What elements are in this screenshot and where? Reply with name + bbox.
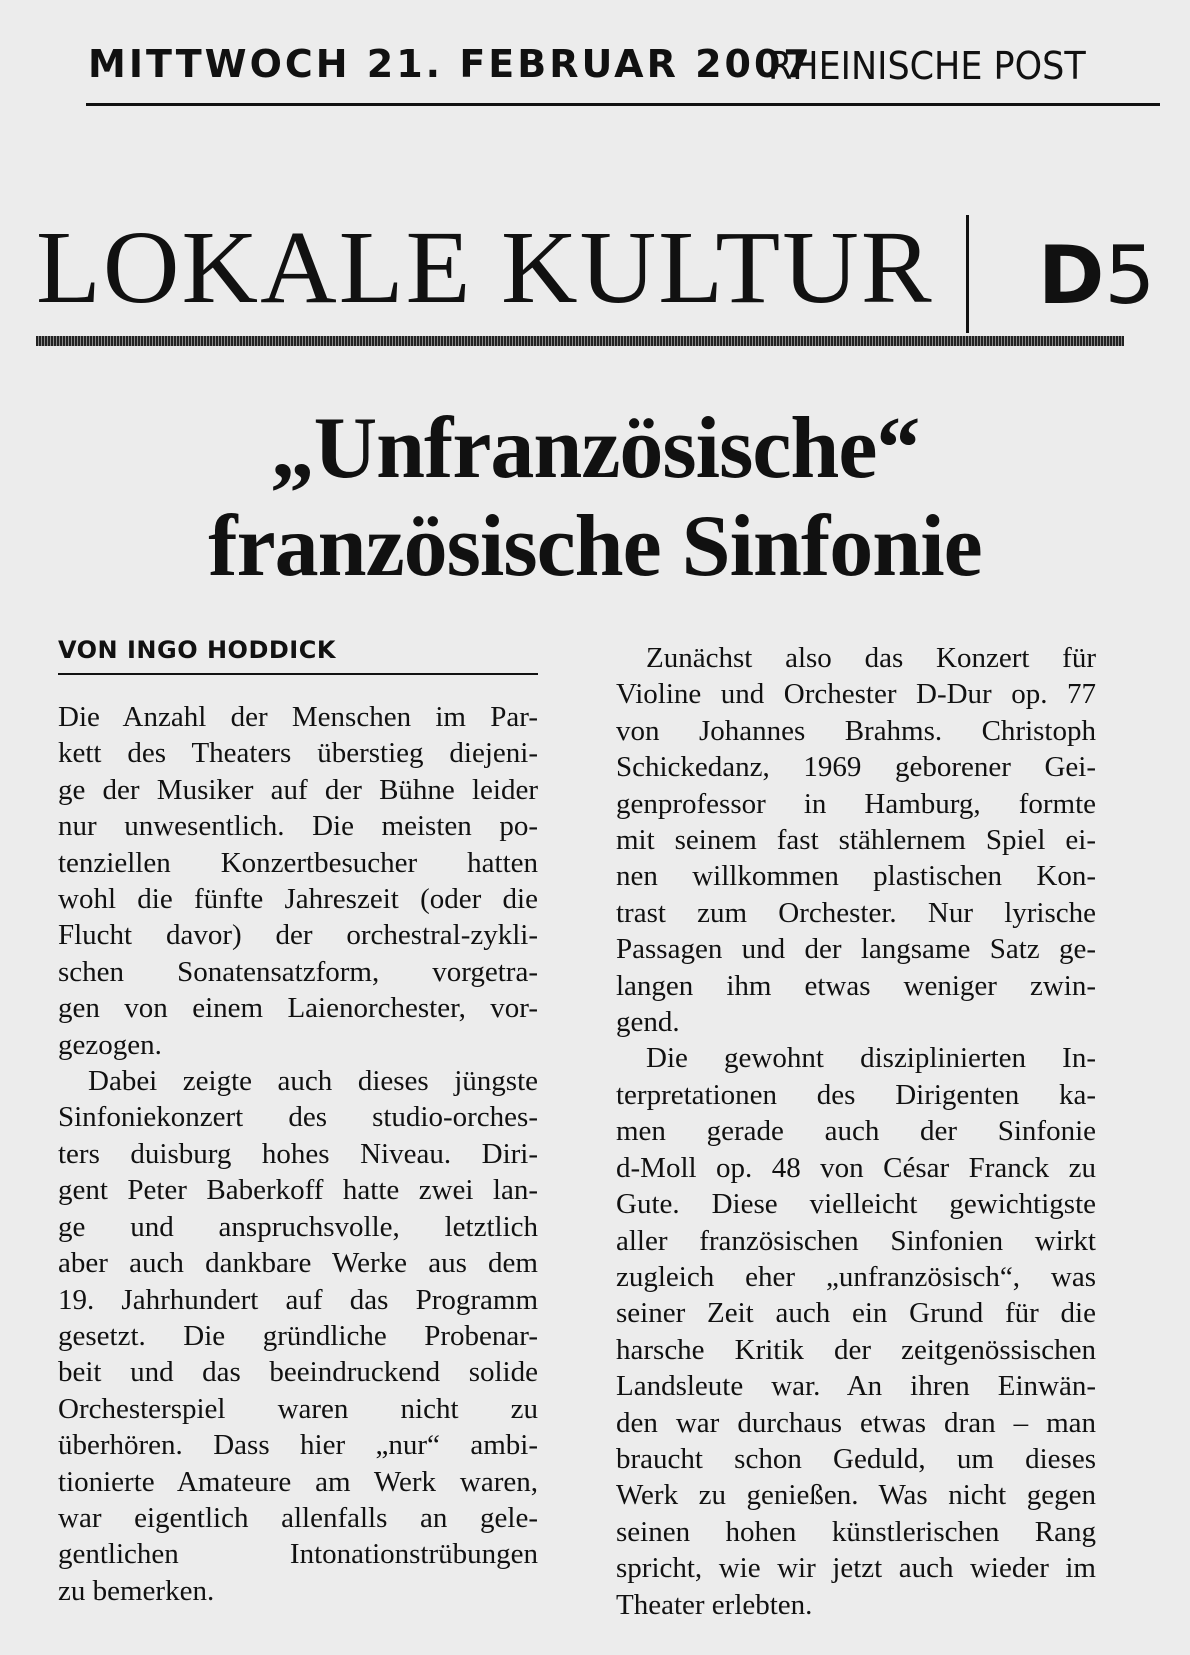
text-line: gesetzt. Die gründliche Probenar- <box>58 1319 538 1352</box>
text-line: Schickedanz, 1969 geborener Gei- <box>616 751 1096 784</box>
text-line: kett des Theaters überstieg diejeni- <box>58 737 538 770</box>
text-line: nen willkommen plastischen Kon- <box>616 860 1096 893</box>
text-line: Landsleute war. An ihren Einwän- <box>616 1370 1096 1403</box>
section-rule <box>36 336 1124 346</box>
text-line: wohl die fünfte Jahreszeit (oder die <box>58 883 538 916</box>
text-line: ge und anspruchsvolle, letztlich <box>58 1210 538 1243</box>
text-line: tionierte Amateure am Werk waren, <box>58 1465 538 1498</box>
text-line: seinen hohen künstlerischen Rang <box>616 1515 1096 1548</box>
text-line: mit seinem fast stählernem Spiel ei- <box>616 824 1096 857</box>
issue-date: MITTWOCH 21. FEBRUAR 2007 <box>88 42 813 86</box>
text-line: Orchesterspiel waren nicht zu <box>58 1392 538 1425</box>
text-line: gend. <box>616 1006 680 1039</box>
text-line: Dabei zeigte auch dieses jüngste <box>88 1065 538 1098</box>
article-column-right <box>616 640 1096 1623</box>
text-line: gent Peter Baberkoff hatte zwei lan- <box>58 1174 538 1207</box>
text-line: braucht schon Geduld, um dieses <box>616 1442 1096 1475</box>
text-line: den war durchaus etwas dran – man <box>616 1406 1096 1439</box>
text-line: Die Anzahl der Menschen im Par- <box>58 701 538 733</box>
text-line: Gute. Diese vielleicht gewichtigste <box>616 1188 1096 1221</box>
byline: VON INGO HODDICK <box>58 635 538 675</box>
headline-line-1: „Unfranzösische“ <box>270 400 920 497</box>
right-column-body <box>616 640 1096 1623</box>
text-line: Passagen und der langsame Satz ge- <box>616 933 1096 966</box>
article-paragraph <box>616 640 1096 1040</box>
text-line: aber auch dankbare Werke aus dem <box>58 1247 538 1280</box>
text-line: gen von einem Laienorchester, vor- <box>58 992 538 1025</box>
article-paragraph <box>58 699 538 1063</box>
left-column-body <box>58 699 538 1609</box>
article-headline <box>0 400 1190 596</box>
text-line: gentlichen Intonationstrübungen <box>58 1538 538 1571</box>
text-line: spricht, wie wir jetzt auch wieder im <box>616 1552 1096 1585</box>
page-letter: D <box>1038 229 1105 322</box>
article-paragraph <box>58 1063 538 1609</box>
text-line: tenziellen Konzertbesucher hatten <box>58 846 538 879</box>
text-line: Flucht davor) der orchestral-zykli- <box>58 919 538 952</box>
text-line: Theater erlebten. <box>616 1588 813 1621</box>
article-paragraph <box>616 1040 1096 1623</box>
text-line: terpretationen des Dirigenten ka- <box>616 1078 1096 1111</box>
text-line: Werk zu genießen. Was nicht gegen <box>616 1479 1096 1512</box>
text-line: Sinfoniekonzert des studio-orches- <box>58 1101 538 1134</box>
text-line: zugleich eher „unfranzösisch“, was <box>616 1260 1096 1293</box>
text-line: men gerade auch der Sinfonie <box>616 1115 1096 1148</box>
text-line: von Johannes Brahms. Christoph <box>616 714 1096 747</box>
text-line: ters duisburg hohes Niveau. Diri- <box>58 1137 538 1170</box>
text-line: genprofessor in Hamburg, formte <box>616 787 1096 820</box>
text-line: 19. Jahrhundert auf das Programm <box>58 1283 538 1316</box>
text-line: Zunächst also das Konzert für <box>646 642 1096 674</box>
masthead-rule <box>86 103 1160 106</box>
text-line: Violine und Orchester D-Dur op. 77 <box>616 678 1096 711</box>
headline-line-2: französische Sinfonie <box>208 498 982 595</box>
text-line: überhören. Dass hier „nur“ ambi- <box>58 1429 538 1462</box>
section-divider <box>966 215 969 333</box>
text-line: nur unwesentlich. Die meisten po- <box>58 810 538 843</box>
text-line: ge der Musiker auf der Bühne leider <box>58 773 538 806</box>
text-line: langen ihm etwas weniger zwin- <box>616 969 1096 1002</box>
page-number <box>1038 228 1155 324</box>
text-line: war eigentlich allenfalls an gele- <box>58 1501 538 1534</box>
text-line: seiner Zeit auch ein Grund für die <box>616 1297 1096 1330</box>
text-line: beit und das beeindruckend solide <box>58 1356 538 1389</box>
text-line: Die gewohnt disziplinierten In- <box>646 1042 1096 1075</box>
text-line: trast zum Orchester. Nur lyrische <box>616 896 1096 929</box>
section-title: LOKALE KULTUR <box>36 210 934 325</box>
text-line: aller französischen Sinfonien wirkt <box>616 1224 1096 1257</box>
text-line: d-Moll op. 48 von César Franck zu <box>616 1151 1096 1184</box>
newspaper-name: RHEINISCHE POST <box>768 44 1086 88</box>
text-line: schen Sonatensatzform, vorgetra- <box>58 955 538 988</box>
text-line: harsche Kritik der zeitgenössischen <box>616 1333 1096 1366</box>
text-line: gezogen. <box>58 1028 162 1061</box>
page-digit: 5 <box>1104 229 1156 322</box>
text-line: zu bemerken. <box>58 1574 215 1607</box>
article-column-left <box>58 635 538 1609</box>
